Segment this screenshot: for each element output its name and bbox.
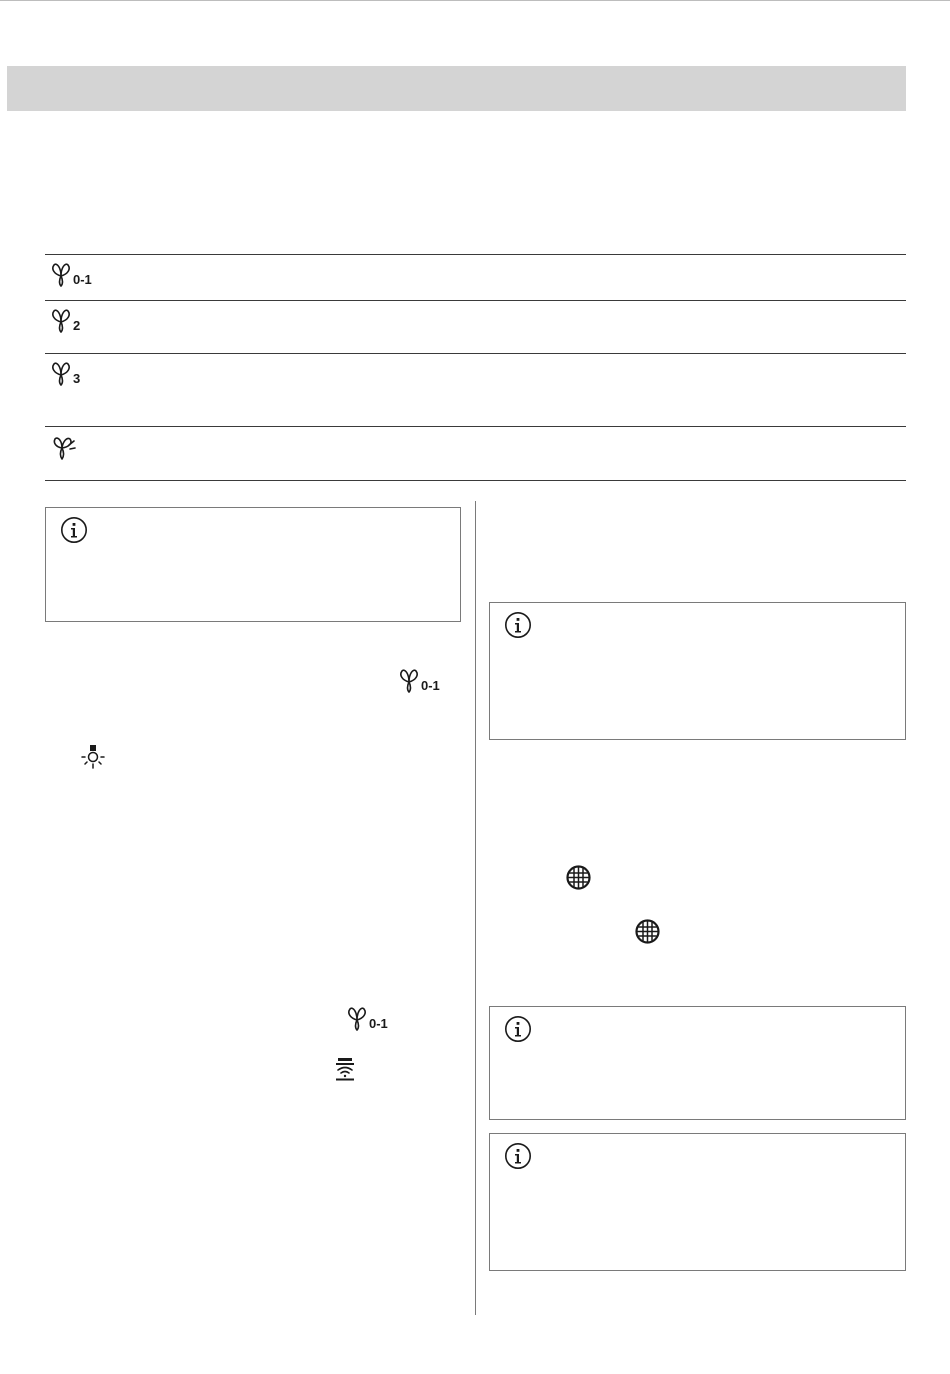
info-icon <box>504 611 532 639</box>
top-rule <box>0 0 950 1</box>
breeze-fan-icon <box>50 435 76 461</box>
fan-speed-label: 0-1 <box>73 272 92 287</box>
fan-speed-label: 0-1 <box>421 678 440 693</box>
section-header-band <box>7 66 906 111</box>
info-icon <box>60 516 88 544</box>
column-divider <box>475 501 476 1315</box>
table-row <box>45 426 906 481</box>
info-box <box>489 602 906 740</box>
fan-icon <box>50 263 72 287</box>
fan-icon <box>398 669 420 693</box>
hob-connection-icon <box>334 1057 356 1081</box>
info-box <box>489 1006 906 1120</box>
fan-icon <box>50 362 72 386</box>
table-row <box>45 353 906 426</box>
fan-speed-inline-2 <box>346 1007 388 1031</box>
light-icon <box>80 743 106 771</box>
fan-speed-label: 3 <box>73 371 81 386</box>
info-icon <box>504 1142 532 1170</box>
fan-speed-label: 2 <box>73 318 81 333</box>
fan-icon <box>50 309 72 333</box>
table-row <box>45 254 906 300</box>
fan-speed-inline <box>398 669 440 693</box>
table-row <box>45 300 906 353</box>
info-icon <box>504 1015 532 1043</box>
fan-speed-label: 0-1 <box>369 1016 388 1031</box>
info-box <box>45 507 461 622</box>
info-box <box>489 1133 906 1271</box>
fan-icon <box>346 1007 368 1031</box>
grease-filter-icon <box>635 919 660 944</box>
grease-filter-icon <box>566 865 591 890</box>
fan-speed-table <box>45 254 906 481</box>
